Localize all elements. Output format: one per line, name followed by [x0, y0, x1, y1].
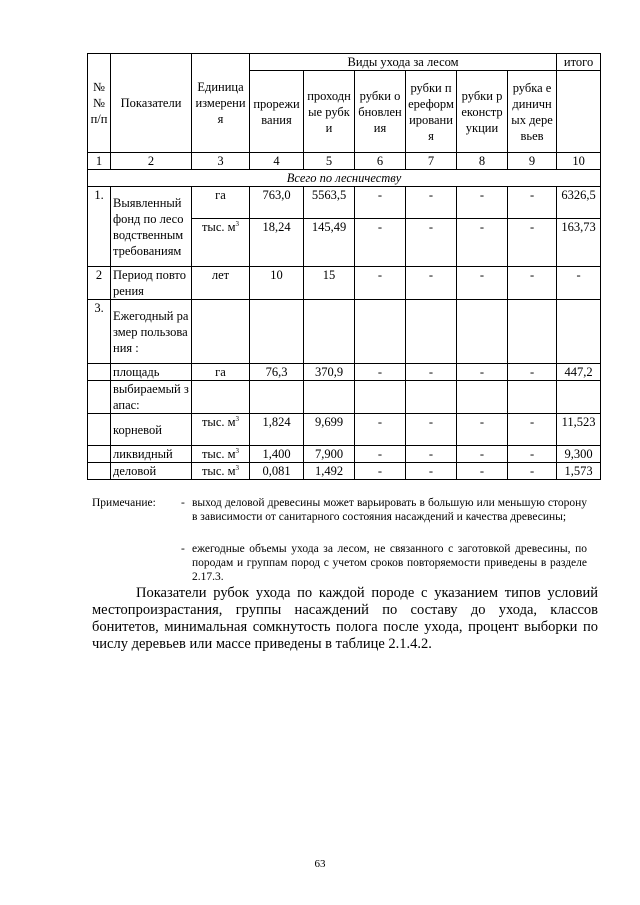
empty-cell — [508, 381, 557, 414]
col-number: 1 — [88, 153, 111, 170]
col-number: 10 — [557, 153, 601, 170]
note-text: ежегодные объемы ухода за лесом, не связанного с заготовкой древесины, по породам и группам пород с учетом сроков повторяемости приведены в разделе 2.17.3. — [192, 543, 587, 583]
header-total-empty — [557, 71, 601, 153]
empty-cell — [250, 381, 304, 414]
cell-value: - — [406, 364, 457, 381]
table-row — [88, 364, 601, 381]
cell-value: - — [508, 219, 557, 267]
col-number: 7 — [406, 153, 457, 170]
cell-value: 370,9 — [304, 364, 355, 381]
cell-value: - — [457, 463, 508, 480]
table-row — [88, 463, 601, 480]
cell-value: 763,0 — [250, 187, 304, 219]
cell-value: - — [406, 446, 457, 463]
unit-sup: 3 — [235, 446, 240, 455]
header-type: рубка единичных деревьев — [508, 71, 557, 153]
header-total: итого — [557, 54, 601, 71]
empty-cell — [88, 446, 111, 463]
cell-value: - — [508, 267, 557, 300]
empty-cell — [88, 381, 111, 414]
cell-value: - — [406, 463, 457, 480]
row-num: 3. — [88, 300, 111, 364]
row-indicator: деловой — [111, 463, 192, 480]
row-unit — [192, 219, 250, 267]
col-number: 8 — [457, 153, 508, 170]
cell-total: 1,573 — [557, 463, 601, 480]
row-indicator: площадь — [111, 364, 192, 381]
cell-value: - — [355, 187, 406, 219]
cell-value: 10 — [250, 267, 304, 300]
body-paragraph — [92, 585, 598, 653]
row-unit: га — [192, 364, 250, 381]
table-row — [88, 446, 601, 463]
col-number: 9 — [508, 153, 557, 170]
empty-cell — [88, 414, 111, 446]
empty-cell — [355, 381, 406, 414]
empty-cell — [557, 300, 601, 364]
empty-cell — [192, 381, 250, 414]
empty-cell — [192, 300, 250, 364]
unit-sup: 3 — [235, 219, 240, 228]
cell-value: - — [508, 414, 557, 446]
table-row — [88, 187, 601, 219]
row-num: 2 — [88, 267, 111, 300]
table-row — [88, 267, 601, 300]
cell-total: 447,2 — [557, 364, 601, 381]
empty-cell — [250, 300, 304, 364]
empty-cell — [557, 381, 601, 414]
header-num: № № п/п — [88, 54, 111, 153]
row-indicator: корневой — [111, 414, 192, 446]
row-unit: га — [192, 187, 250, 219]
col-number: 6 — [355, 153, 406, 170]
cell-value: 145,49 — [304, 219, 355, 267]
row-unit: лет — [192, 267, 250, 300]
row-indicator: выбираемый запас: — [111, 381, 192, 414]
cell-value: 7,900 — [304, 446, 355, 463]
empty-cell — [508, 300, 557, 364]
empty-cell — [304, 300, 355, 364]
empty-cell — [304, 381, 355, 414]
row-unit — [192, 446, 250, 463]
unit-text: тыс. м — [201, 415, 236, 429]
row-unit — [192, 463, 250, 480]
cell-total: - — [557, 267, 601, 300]
col-number: 3 — [192, 153, 250, 170]
cell-value: 1,824 — [250, 414, 304, 446]
cell-value: - — [508, 463, 557, 480]
page-number: 63 — [314, 858, 326, 870]
cell-value: - — [355, 414, 406, 446]
note-item — [181, 542, 587, 584]
cell-value: 5563,5 — [304, 187, 355, 219]
cell-value: - — [457, 267, 508, 300]
table-row — [88, 414, 601, 446]
unit-text: тыс. м — [201, 220, 236, 234]
section-title: Всего по лесничеству — [88, 170, 601, 187]
column-number-row — [88, 153, 601, 170]
cell-value: 1,492 — [304, 463, 355, 480]
note-text: выход деловой древесины может варьировать в большую или меньшую сторону в зависимости от санитарного состояния насаждений и качества древесины; — [192, 497, 587, 523]
forest-care-table — [87, 53, 601, 480]
cell-total: 163,73 — [557, 219, 601, 267]
header-care-types-group: Виды ухода за лесом — [250, 54, 557, 71]
row-indicator: Ежегодный размер пользования : — [111, 300, 192, 364]
cell-value: - — [457, 446, 508, 463]
bullet-dash: - — [181, 497, 185, 509]
cell-value: - — [457, 414, 508, 446]
cell-value: - — [457, 187, 508, 219]
paragraph-text: Показатели рубок ухода по каждой породе с указанием типов условий местопроизрастания, группы насаждений по составу до ухода, классов бонитетов, минимальная сомкнутость полога после ухода, процент выборки по числу деревьев или массе приведены в таблице 2.1.4.2. — [92, 585, 598, 652]
empty-cell — [457, 381, 508, 414]
empty-cell — [406, 381, 457, 414]
cell-value: - — [406, 267, 457, 300]
cell-value: - — [508, 364, 557, 381]
cell-total: 9,300 — [557, 446, 601, 463]
cell-value: - — [355, 446, 406, 463]
table-row — [88, 300, 601, 364]
cell-value: - — [457, 364, 508, 381]
cell-value: - — [508, 446, 557, 463]
unit-text: тыс. м — [201, 464, 236, 478]
cell-total: 11,523 — [557, 414, 601, 446]
cell-value: - — [508, 187, 557, 219]
empty-cell — [88, 364, 111, 381]
row-indicator: Выявленный фонд по лесоводственным требованиям — [111, 187, 192, 267]
col-number: 5 — [304, 153, 355, 170]
header-type: рубки обновления — [355, 71, 406, 153]
header-type: прореживания — [250, 71, 304, 153]
unit-sup: 3 — [235, 414, 240, 423]
cell-total: 6326,5 — [557, 187, 601, 219]
cell-value: 15 — [304, 267, 355, 300]
bullet-dash: - — [181, 543, 185, 555]
col-number: 2 — [111, 153, 192, 170]
col-number: 4 — [250, 153, 304, 170]
header-type: рубки переформирования — [406, 71, 457, 153]
empty-cell — [406, 300, 457, 364]
cell-value: - — [355, 219, 406, 267]
note-item — [181, 496, 587, 524]
unit-sup: 3 — [235, 463, 240, 472]
cell-value: - — [406, 219, 457, 267]
header-type: проходные рубки — [304, 71, 355, 153]
cell-value: - — [457, 219, 508, 267]
cell-value: 76,3 — [250, 364, 304, 381]
table-row — [88, 381, 601, 414]
header-indicators: Показатели — [111, 54, 192, 153]
note-label: Примечание: — [92, 497, 156, 509]
empty-cell — [88, 463, 111, 480]
row-indicator: ликвидный — [111, 446, 192, 463]
cell-value: - — [406, 414, 457, 446]
cell-value: - — [355, 267, 406, 300]
empty-cell — [457, 300, 508, 364]
header-unit: Единица измерения — [192, 54, 250, 153]
unit-text: тыс. м — [201, 447, 236, 461]
cell-value: 9,699 — [304, 414, 355, 446]
cell-value: - — [355, 463, 406, 480]
row-num: 1. — [88, 187, 111, 267]
row-unit — [192, 414, 250, 446]
cell-value: - — [406, 187, 457, 219]
empty-cell — [355, 300, 406, 364]
cell-value: 18,24 — [250, 219, 304, 267]
cell-value: 0,081 — [250, 463, 304, 480]
cell-value: - — [355, 364, 406, 381]
header-type: рубки реконструкции — [457, 71, 508, 153]
cell-value: 1,400 — [250, 446, 304, 463]
row-indicator: Период повторения — [111, 267, 192, 300]
